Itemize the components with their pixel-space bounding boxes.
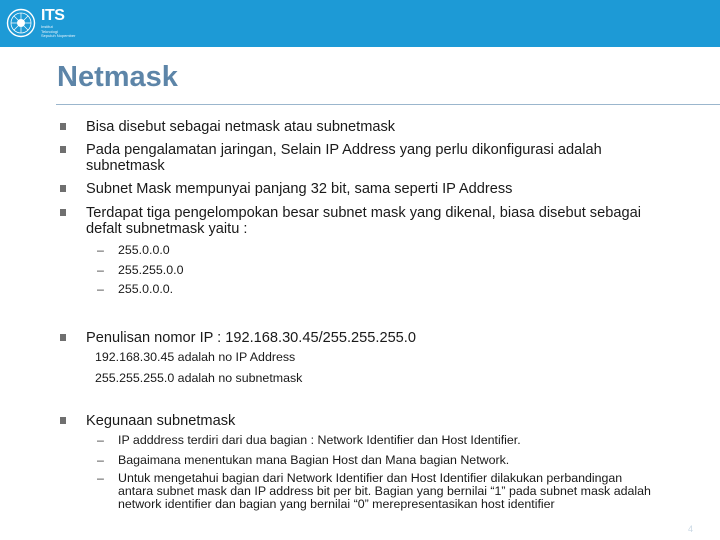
its-seal-icon bbox=[6, 8, 36, 38]
bullet-text: Subnet Mask mempunyai panjang 32 bit, sama seperti IP Address bbox=[86, 181, 513, 197]
dash-marker: – bbox=[97, 453, 104, 467]
bullet-text: Kegunaan subnetmask bbox=[86, 413, 236, 429]
sub-item-text: Bagaimana menentukan mana Bagian Host dan Mana bagian Network. bbox=[118, 453, 510, 467]
sub-item bbox=[97, 283, 657, 296]
dash-marker: – bbox=[97, 471, 104, 485]
detail-line: 255.255.255.0 adalah no subnetmask bbox=[95, 371, 303, 385]
its-logo bbox=[6, 8, 116, 44]
title-divider bbox=[56, 104, 720, 105]
bullet-item bbox=[60, 206, 660, 237]
sub-item-text: 255.255.0.0 bbox=[118, 263, 184, 277]
bullet-marker bbox=[60, 123, 66, 130]
sub-item bbox=[97, 264, 657, 277]
dash-marker: – bbox=[97, 282, 104, 296]
bullet-text: Bisa disebut sebagai netmask atau subnetmask bbox=[86, 119, 396, 135]
dash-marker: – bbox=[97, 243, 104, 257]
sub-item bbox=[97, 434, 657, 447]
sub-item bbox=[97, 472, 652, 511]
bullet-item bbox=[60, 143, 660, 174]
bullet-text: Pada pengalamatan jaringan, Selain IP Address yang perlu dikonfigurasi adalah subnetmask bbox=[86, 142, 602, 174]
bullet-text: Terdapat tiga pengelompokan besar subnet mask yang dikenal, biasa disebut sebagai defalt subnetmask yaitu : bbox=[86, 205, 641, 237]
slide-title: Netmask bbox=[57, 61, 178, 93]
sub-item bbox=[97, 454, 657, 467]
sub-item-text: 255.0.0.0. bbox=[118, 282, 174, 296]
sub-item bbox=[97, 244, 657, 257]
bullet-item bbox=[60, 331, 660, 347]
bullet-item bbox=[60, 182, 660, 198]
bullet-item bbox=[60, 120, 660, 136]
logo-subtitle: Institut Teknologi Sepuluh Nopember bbox=[41, 24, 76, 39]
bullet-text: Penulisan nomor IP : 192.168.30.45/255.255.255.0 bbox=[86, 330, 416, 346]
bullet-marker bbox=[60, 146, 66, 153]
sub-item-text: IP adddress terdiri dari dua bagian : Network Identifier dan Host Identifier. bbox=[118, 433, 521, 447]
dash-marker: – bbox=[97, 433, 104, 447]
page-number: 4 bbox=[688, 524, 694, 534]
dash-marker: – bbox=[97, 263, 104, 277]
logo-text: ITS bbox=[41, 7, 65, 24]
header-bar bbox=[0, 0, 720, 47]
sub-item-text: 255.0.0.0 bbox=[118, 243, 170, 257]
bullet-marker bbox=[60, 417, 66, 424]
detail-line: 192.168.30.45 adalah no IP Address bbox=[95, 350, 296, 364]
sub-item-text: Untuk mengetahui bagian dari Network Identifier dan Host Identifier dilakukan perbandingan antara subnet mask dan IP address bit per bit. Bagian yang bernilai “1” pada subnet mask adalah network identifier dan bagian yang bernilai “0” merepresentasikan host identifier bbox=[118, 471, 651, 511]
bullet-item bbox=[60, 414, 660, 430]
bullet-marker bbox=[60, 185, 66, 192]
bullet-marker bbox=[60, 334, 66, 341]
bullet-marker bbox=[60, 209, 66, 216]
